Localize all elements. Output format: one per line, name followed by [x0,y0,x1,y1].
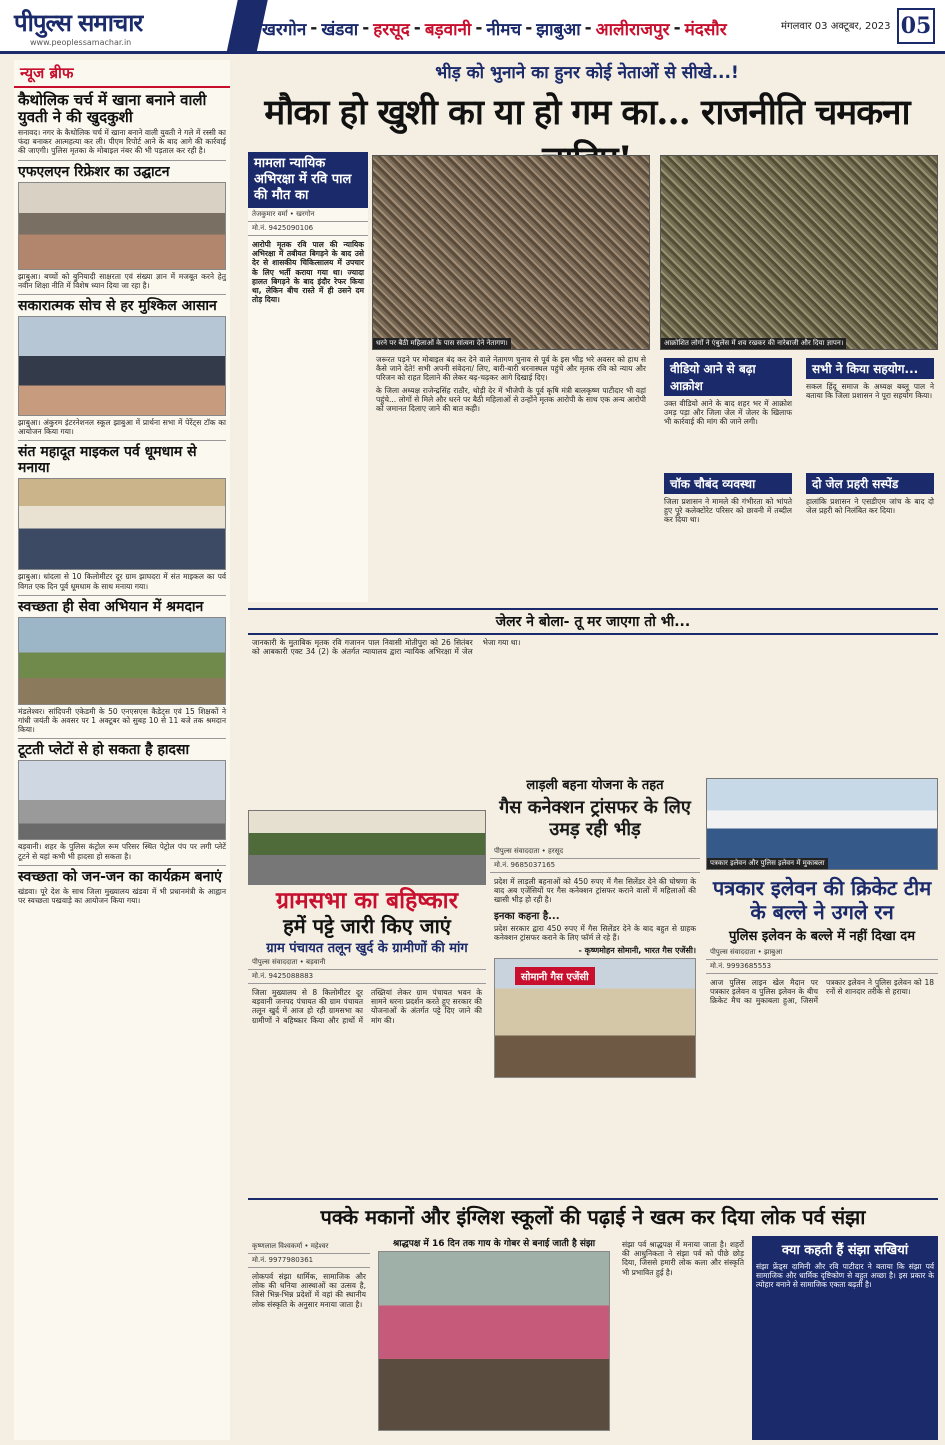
sidebox-title: क्या कहती हैं संझा सखियां [781,1243,909,1258]
brief-photo [18,316,226,416]
photo-caption: पत्रकार इलेवन और पुलिस इलेवन में मुकाबला [707,858,828,869]
brief-body: खंडवा। पूरे देश के साथ जिला मुख्यालय खंडवा में भी प्रधानमंत्री के आह्वान पर स्वच्छता पखवाड़े का आयोजन किया गया। [18,886,226,906]
lead-kicker: भीड़ को भुनाने का हुनर कोई नेताओं से सीखे...! [435,63,739,83]
sanjha-sidebox [752,1236,938,1440]
gas-headline: गैस कनेक्शन ट्रांसफर के लिए उमड़ रही भीड़ [499,797,691,840]
subsection-title: दो जेल प्रहरी सस्पेंड [806,473,934,494]
brief-headline: संत महादूत माइकल पर्व धूमधाम से मनाया [18,440,226,476]
jailer-headline: जेलर ने बोला- तू मर जाएगा तो भी... [248,608,938,635]
district-bar: खरगोन - खंडवा - हरसूद - बड़वानी - नीमच - झाबुआ - आलीराजपुर - मंदसौर [262,18,727,40]
gas-agency-photo [494,958,696,1078]
issue-date: मंगलवार 03 अक्टूबर, 2023 [781,18,890,32]
sanjha-photo [378,1251,610,1431]
gramsabha-story [248,888,486,1188]
district-name: हरसूद [373,19,410,40]
gramsabha-headline: ग्रामसभा का बहिष्कार [276,887,458,914]
brief-body: मंडलेश्वर। सांदिपनी एकेडमी के 50 एनएसएस कैडेट्स एवं 15 शिक्षकों ने गांधी जयंती के अवसर पर 1 अक्टूबर को सुबह 10 से 11 बजे तक श्रमदान किया। [18,706,226,735]
gramsabha-body: जिला मुख्यालय से 8 किलोमीटर दूर बड़वानी जनपद पंचायत की ग्राम पंचायत तलून खुर्द में आज हो रही ग्रामसभा का ग्रामीणों ने बहिष्कार किया और हाथों में तख्तियां लेकर ग्राम पंचायत भवन के सामने धरना प्रदर्शन करते हुए सरकार की योजनाओं के अंतर्गत पट्टे दिए जाने की मांग की। [252,988,482,1025]
jailer-body: जानकारी के मुताबिक मृतक रवि गजानन पाल निवासी मोतीपुरा को 26 सितंबर को आबकारी एक्ट 34 (2) के अंतर्गत न्यायालय द्वारा न्यायिक अभिरक्षा में जेल भेजा गया था। [252,638,521,657]
lead-sidebox [248,152,368,602]
byline: पीपुल्स संवाददाता • हरसूद [490,845,700,859]
agency-sign: सोमानी गैस एजेंसी [515,967,595,985]
quote-heading: इनका कहना है... [494,910,560,922]
byline: तेजकुमार वर्मा • खरगोन [248,208,368,222]
cricket-body: आज पुलिस लाइन खेल मैदान पर पत्रकार इलेवन व पुलिस इलेवन के बीच क्रिकेट मैच का मुकाबला हुआ, जिसमें पत्रकार इलेवन ने पुलिस इलेवन को 18 रनों से शानदार तरीके से हराया। [710,978,934,1006]
brief-photo [18,760,226,840]
news-brief-column [14,60,230,1440]
sanjha-col3 [618,1240,748,1440]
lead-body: आरोपी मृतक रवि पाल की न्यायिक अभिरक्षा में तबीयत बिगड़ने के बाद उसे देर से शासकीय चिकित्सालय में उपचार के लिए भर्ती कराया गया था। ज्यादा हालत बिगड़ने के बाद इंदौर रेफर किया था, लेकिन बीच रास्ते में ही उसने दम तोड़ दिया। [252,240,364,305]
mobile-number: मो.नं. 9425090106 [248,222,368,236]
photo-caption: धरने पर बैठी महिलाओं के पास सांत्वना देने नेतागण। [373,338,511,349]
quote-attribution: - कृष्णमोहन सोमानी, भारत गैस एजेंसी। [578,946,696,956]
mobile-number: मो.नं. 9977980361 [248,1254,370,1268]
subsection-body: सकल हिंदू समाज के अध्यक्ष बब्लू पाल ने बताया कि जिला प्रशासन ने पूरा सहयोग किया। [806,382,934,401]
subsection-row [660,470,938,528]
section-title: न्यूज ब्रीफ [14,60,230,88]
byline: पीपुल्स संवाददाता • झाबुआ [706,946,938,960]
brief-headline: टूटती प्लेटों से हो सकता है हादसा [18,738,226,758]
photo-caption: श्राद्धपक्ष में 16 दिन तक गाय के गोबर से बनाई जाती है संझा [392,1239,596,1249]
brief-headline: एफएलएन रिफ्रेशर का उद्घाटन [18,160,226,180]
quote-body: प्रदेश सरकार द्वारा 450 रुपए में गैस सिलेंडर देने के बाद बहुत से ग्राहक कनेक्शन ट्रांसफर कराने के लिए फॉर्म ले रहे हैं। [494,923,696,942]
masthead [0,0,945,54]
newspaper-logo: पीपुल्स समाचार [14,8,143,37]
brief-photo [18,617,226,705]
byline: कृष्णलाल विश्वकर्मा • महेश्वर [248,1240,370,1254]
lead-headline-wrap [236,88,938,146]
brief-body: झाबुआ। बच्चों को बुनियादी साक्षरता एवं संख्या ज्ञान में मजबूत करने हेतु नवीन शिक्षा नीति में विशेष ध्यान दिया जा रहा है। [18,271,226,290]
brief-photo [18,478,226,570]
page-number: 05 [897,8,935,44]
subsection-title: वीडियो आने से बढ़ा आक्रोश [664,358,792,396]
subsection [660,355,796,430]
sanjha-headline-wrap [248,1198,938,1236]
subsection [802,470,938,528]
jailer-section [248,605,938,765]
subsection [802,355,938,430]
sanjha-headline: पक्के मकानों और इंग्लिश स्कूलों की पढ़ाई ने खत्म कर दिया लोक पर्व संझा [320,1205,866,1229]
brief-photo [18,182,226,270]
website-url: www.peoplessamachar.in [30,38,132,47]
gramsabha-headline-2: हमें पट्टे जारी किए जाएं [283,914,451,938]
lead-photo-protest [372,155,650,350]
subsection-title: सभी ने किया सहयोग... [806,358,934,379]
brief-body: झाबुआ। धांदला से 10 किलोमीटर दूर ग्राम झाघदरा में संत माइकल का पर्व विगत एक दिन पूर्व धूमधाम के साथ मनाया गया। [18,572,226,591]
district-name: आलीराजपुर [595,19,670,40]
sidebox-body: संझा फ्रेंड्स दामिनी और रवि पाटीदार ने बताया कि संझा पर्व सामाजिक और धार्मिक दृष्टिकोण से बहुत अच्छा है। इस प्रकार के त्योहार बनाने से सामाजिक एकता बढ़ती है। [756,1262,934,1290]
brief-body: बड़वानी। शहर के पुलिस कंट्रोल रूम परिसर स्थित पेट्रोल पंप पर लगी प्लेटें टूटने से यहां कभी भी हादसा हो सकता है। [18,842,226,861]
subsection-row [660,355,938,430]
gramsabha-sub: ग्राम पंचायत तलून खुर्द के ग्रामीणों की मांग [266,941,468,956]
subsection-body: जिला प्रशासन ने मामले की गंभीरता को भांपते हुए पूरे कलेक्टोरेट परिसर को छावनी में तब्दील कर दिया था। [664,496,792,525]
brief-headline: कैथोलिक चर्च में खाना बनाने वाली युवती ने की खुदकुशी [18,91,207,126]
photo-caption: आक्रोशित लोगों ने एंबुलेंस में शव रखकर की नारेबाजी और दिया ज्ञापन। [661,338,846,349]
district-name: मंदसौर [684,19,727,40]
cricket-sub: पुलिस इलेवन के बल्ले में नहीं दिखा दम [729,929,915,944]
gramsabha-photo [248,810,486,885]
mobile-number: मो.नं. 9685037165 [490,859,700,873]
district-name: झाबुआ [536,19,581,40]
brief-headline: स्वच्छता को जन-जन का कार्यक्रम बनाएं [18,865,226,885]
district-name: नीमच [486,19,522,40]
byline: पीपुल्स संवाददाता • बड़वानी [248,956,486,970]
brief-body: सनावद। नगर के कैथोलिक चर्च में खाना बनाने वाली युवती ने गले में रस्सी का फंदा बनाकर आत्महत्या कर ली। पीएम रिपोर्ट आने के बाद आगे की कार्रवाई की जाएगी। पुलिस मृतका के मोबाइल नंबर की भी पड़ताल कर रही है। [18,128,226,156]
sanjha-body: संझा पर्व श्राद्धपक्ष में मनाया जाता है। शहरों की आधुनिकता ने संझा पर्व को पीछे छोड़ दिया, जिससे हमारी लोक कला और संस्कृति भी प्रभावित हुई है। [622,1240,744,1277]
cricket-photo [706,778,938,870]
mobile-number: मो.नं. 9425088883 [248,970,486,984]
gas-story [490,775,700,1185]
cricket-headline: पत्रकार इलेवन की क्रिकेट टीम के बल्ले ने उगले रन [712,876,932,924]
lead-body-col [372,355,650,595]
gas-kicker: लाड़ली बहना योजना के तहत [526,778,664,793]
district-name: खरगोन [262,19,307,40]
lead-headline: मौका हो खुशी का या हो गम का... राजनीति चमकना [264,92,910,133]
lead-photo-ambulance [660,155,938,350]
subsection [660,470,796,528]
sidebox-title: मामला न्यायिक अभिरक्षा में रवि पाल की मौत का [248,152,368,208]
subsection-title: चॉक चौबंद व्यवस्था [664,473,792,494]
mobile-number: मो.नं. 9993685553 [706,960,938,974]
district-name: बड़वानी [424,19,472,40]
gas-body: प्रदेश में लाड़ली बहनाओं को 450 रुपए में गैस सिलेंडर देने की घोषणा के बाद अब एजेंसियों पर गैस कनेक्शन ट्रांसफर कराने वालों में महिलाओं की खासी भीड़ हो रही है। [494,877,696,905]
lead-subsections [660,355,938,605]
lead-body: के जिला अध्यक्ष राजेन्द्रसिंह राठौर, थोड़ी देर में भीजेपी के पूर्व कृषि मंत्री बालकृष्ण पाटीदार भी वहां पहुंचे... लोगों से मिले और धरने पर बैठी महिलाओं से उन्होंने मृतक आरोपी के साथ एक अन्य आरोपी को जमानत दिलाए जाने की बात कही। [376,385,646,414]
subsection-body: हालांकि प्रशासन ने एसडीएम जांच के बाद दो जेल प्रहरी को निलंबित कर दिया। [806,496,934,515]
lead-body: जरूरत पड़ने पर मोबाइल बंद कर देने वाले नेतागण चुनाव से पूर्व के इस भीड़ भरे अवसर को हाथ से कैसे जाने देते! सभी अपनी संवेदना/ लिए, बारी-बारी धरनास्थल पहुंचे और मृतक रवि को न्याय और परिजन को राहत दिलाने की लेकर बढ़-चढ़कर आगे दिखाई दिए। [376,355,646,383]
brief-headline: स्वच्छता ही सेवा अभियान में श्रमदान [18,595,226,615]
district-name: खंडवा [321,19,359,40]
brief-headline: सकारात्मक सोच से हर मुश्किल आसान [18,294,226,314]
subsection-body: उक्त वीडियो आने के बाद शहर भर में आक्रोश उमड़ पड़ा और जिला जेल में जेलर के खिलाफ भी कार्रवाई की मांग की जाने लगी। [664,399,792,427]
cricket-story [706,876,938,1196]
sanjha-body: लोकपर्व संझा धार्मिक, सामाजिक और लोक की धनिया आस्थाओं का उत्सव है, जिसे भिन्न-भिन्न प्रदेशों में वहां की स्थानीय लोक संस्कृति के अनुसार मनाया जाता है। [252,1272,366,1309]
brief-body: झाबुआ। अंकुरम इंटरनेशनल स्कूल झाबुआ में प्रार्थना सभा में पेरेंट्स टॉक का आयोजन किया गया। [18,418,226,437]
sanjha-photo-wrap [374,1236,614,1440]
sanjha-col1 [248,1240,370,1440]
